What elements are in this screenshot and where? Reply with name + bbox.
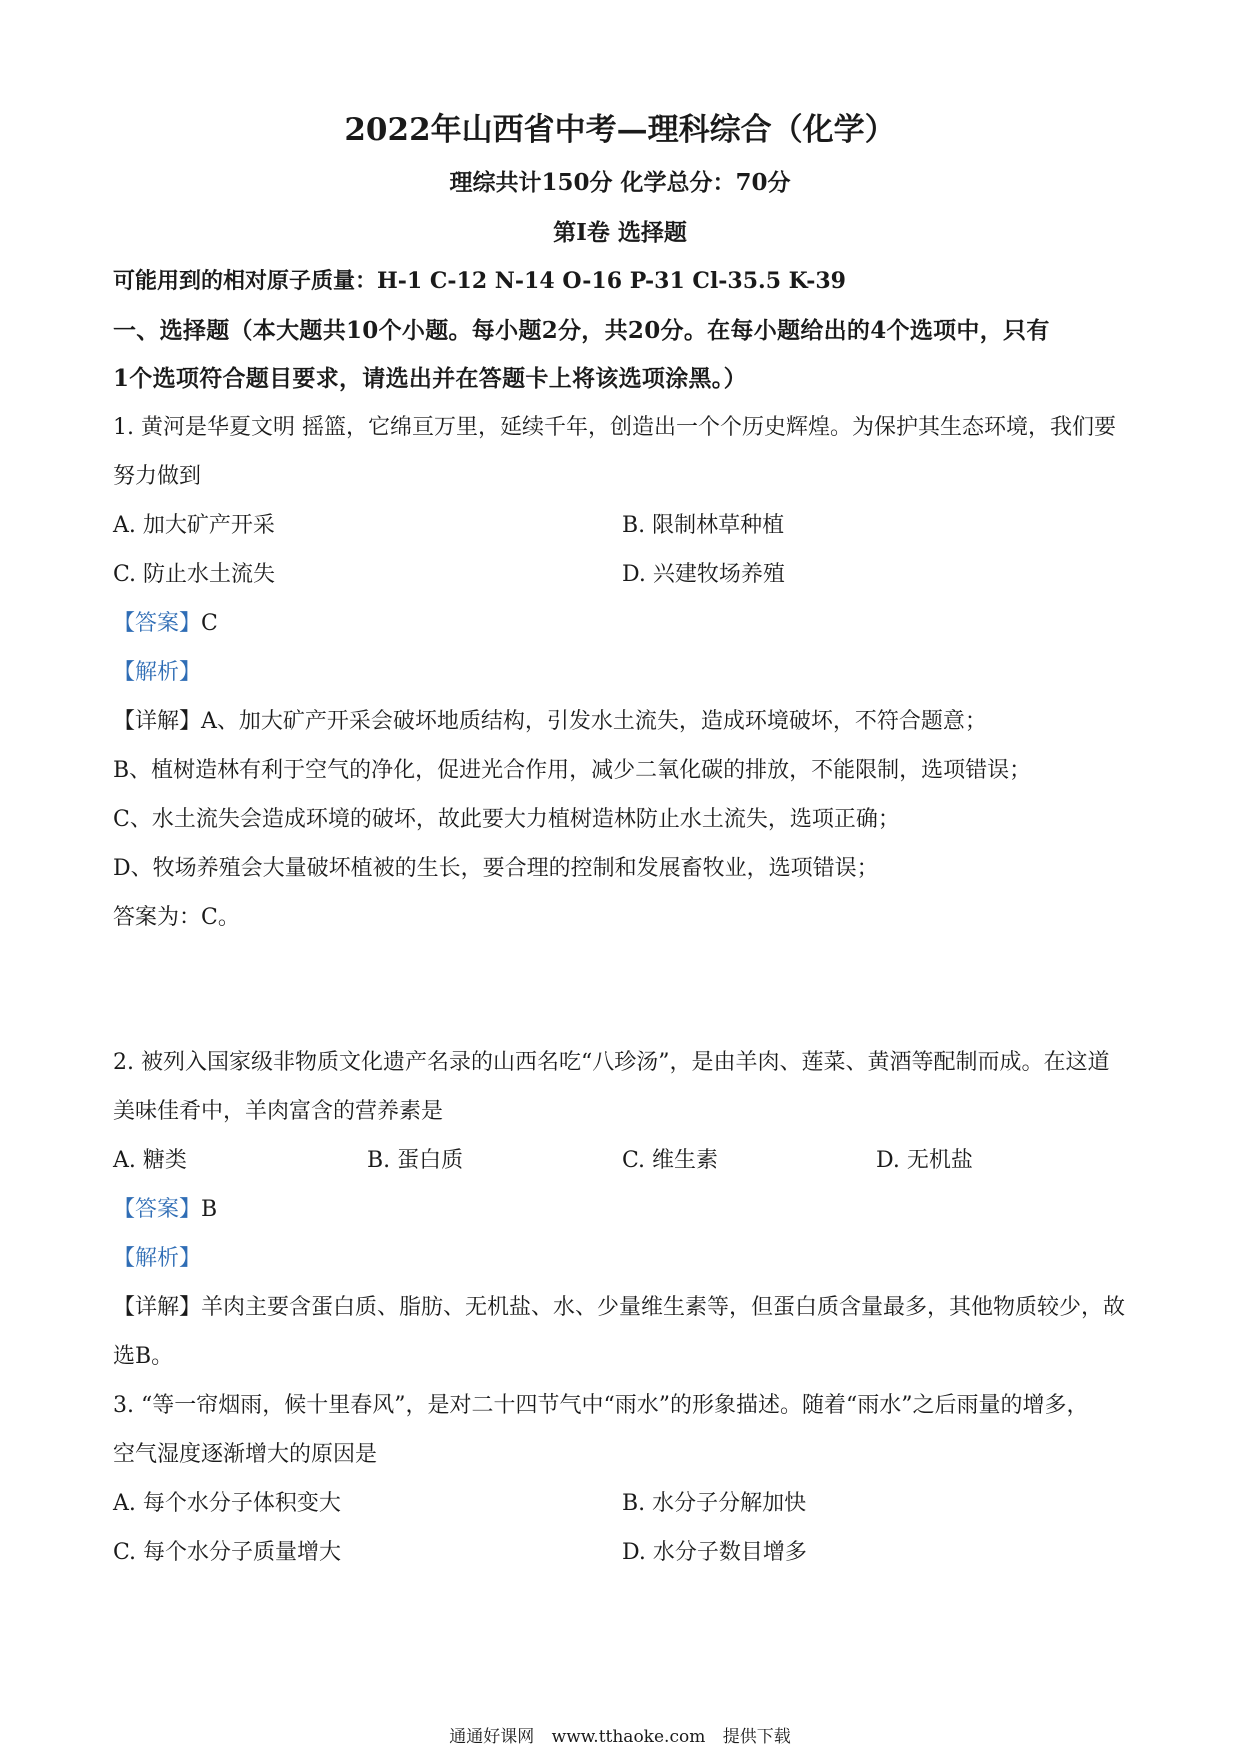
q1-conclusion: 答案为：C。 [113, 905, 240, 930]
q1-detail-line2: B、植树造林有利于空气的净化，促进光合作用，减少二氧化碳的排放，不能限制，选项错误； [113, 758, 1032, 783]
q2-option-a: A. 糖类 [113, 1148, 187, 1173]
page-title: 2022年山西省中考—理科综合（化学） [344, 112, 896, 148]
q2-stem-line2: 美味佳肴中，羊肉富含的营养素是 [113, 1099, 444, 1124]
q1-answer [113, 609, 218, 639]
answer-tag: 【答案】 [113, 611, 202, 636]
q1-option-d: D. 兴建牧场养殖 [622, 562, 785, 587]
q1-detail-line4: D、牧场养殖会大量破坏植被的生长，要合理的控制和发展畜牧业，选项错误； [113, 856, 879, 881]
q2-stem-line1: 2. 被列入国家级非物质文化遗产名录的山西名吃“八珍汤”，是由羊肉、莲菜、黄酒等配制而成。在这道 [113, 1050, 1110, 1075]
q2-analysis-tag: 【解析】 [113, 1246, 202, 1271]
q2-option-b: B. 蛋白质 [367, 1148, 464, 1173]
answer-tag: 【答案】 [113, 1197, 202, 1222]
detail-text: A、加大矿产开采会破坏地质结构，引发水土流失，造成环境破坏，不符合题意； [201, 709, 987, 734]
detail-text: 羊肉主要含蛋白质、脂肪、无机盐、水、少量维生素等，但蛋白质含量最多，其他物质较少，故 [201, 1295, 1126, 1320]
q2-option-c: C. 维生素 [622, 1148, 719, 1173]
section-heading-line2: 1个选项符合题目要求，请选出并在答题卡上将该选项涂黑。） [113, 365, 747, 392]
section-heading-line1: 一、选择题（本大题共10个小题。每小题2分，共20分。在每小题给出的4个选项中，只有 [113, 317, 1050, 344]
q2-option-d: D. 无机盐 [876, 1148, 973, 1173]
q1-option-c: C. 防止水土流失 [113, 562, 276, 587]
q3-option-b: B. 水分子分解加快 [622, 1491, 807, 1516]
q1-stem-line1: 1. 黄河是华夏文明 摇篮，它绵亘万里，延续千年，创造出一个个历史辉煌。为保护其生态环境，我们要 [113, 415, 1116, 440]
q1-stem-line2: 努力做到 [113, 464, 202, 489]
page-footer [0, 1726, 1240, 1748]
q3-stem-line2: 空气湿度逐渐增大的原因是 [113, 1442, 378, 1467]
q3-option-a: A. 每个水分子体积变大 [113, 1491, 341, 1516]
atomic-mass-line: 可能用到的相对原子质量：H-1 C-12 N-14 O-16 P-31 Cl-35.5 K-39 [113, 268, 846, 294]
volume-heading: 第I卷 选择题 [553, 219, 687, 246]
q3-option-c: C. 每个水分子质量增大 [113, 1540, 342, 1565]
q1-detail-line1 [113, 707, 987, 737]
detail-tag: 【详解】 [113, 1295, 202, 1320]
footer-site-url[interactable]: www.tthaoke.com [551, 1727, 706, 1747]
q2-detail-line2: 选B。 [113, 1344, 174, 1369]
q1-detail-line3: C、水土流失会造成环境的破坏，故此要大力植树造林防止水土流失，选项正确； [113, 807, 900, 832]
q1-option-b: B. 限制林草种植 [622, 513, 785, 538]
q2-answer [113, 1195, 217, 1225]
answer-value: C [201, 611, 218, 636]
footer-note: 提供下载 [722, 1727, 791, 1747]
q1-option-a: A. 加大矿产开采 [113, 513, 275, 538]
q2-detail-line1 [113, 1293, 1125, 1323]
detail-tag: 【详解】 [113, 709, 202, 734]
score-summary: 理综共计150分 化学总分：70分 [449, 169, 791, 196]
footer-site-name: 通通好课网 [449, 1727, 535, 1747]
answer-value: B [201, 1197, 218, 1222]
q1-analysis-tag: 【解析】 [113, 660, 202, 685]
q3-stem-line1: 3. “等一帘烟雨，候十里春风”，是对二十四节气中“雨水”的形象描述。随着“雨水”之后雨量的增多， [113, 1393, 1089, 1418]
q3-option-d: D. 水分子数目增多 [622, 1540, 807, 1565]
